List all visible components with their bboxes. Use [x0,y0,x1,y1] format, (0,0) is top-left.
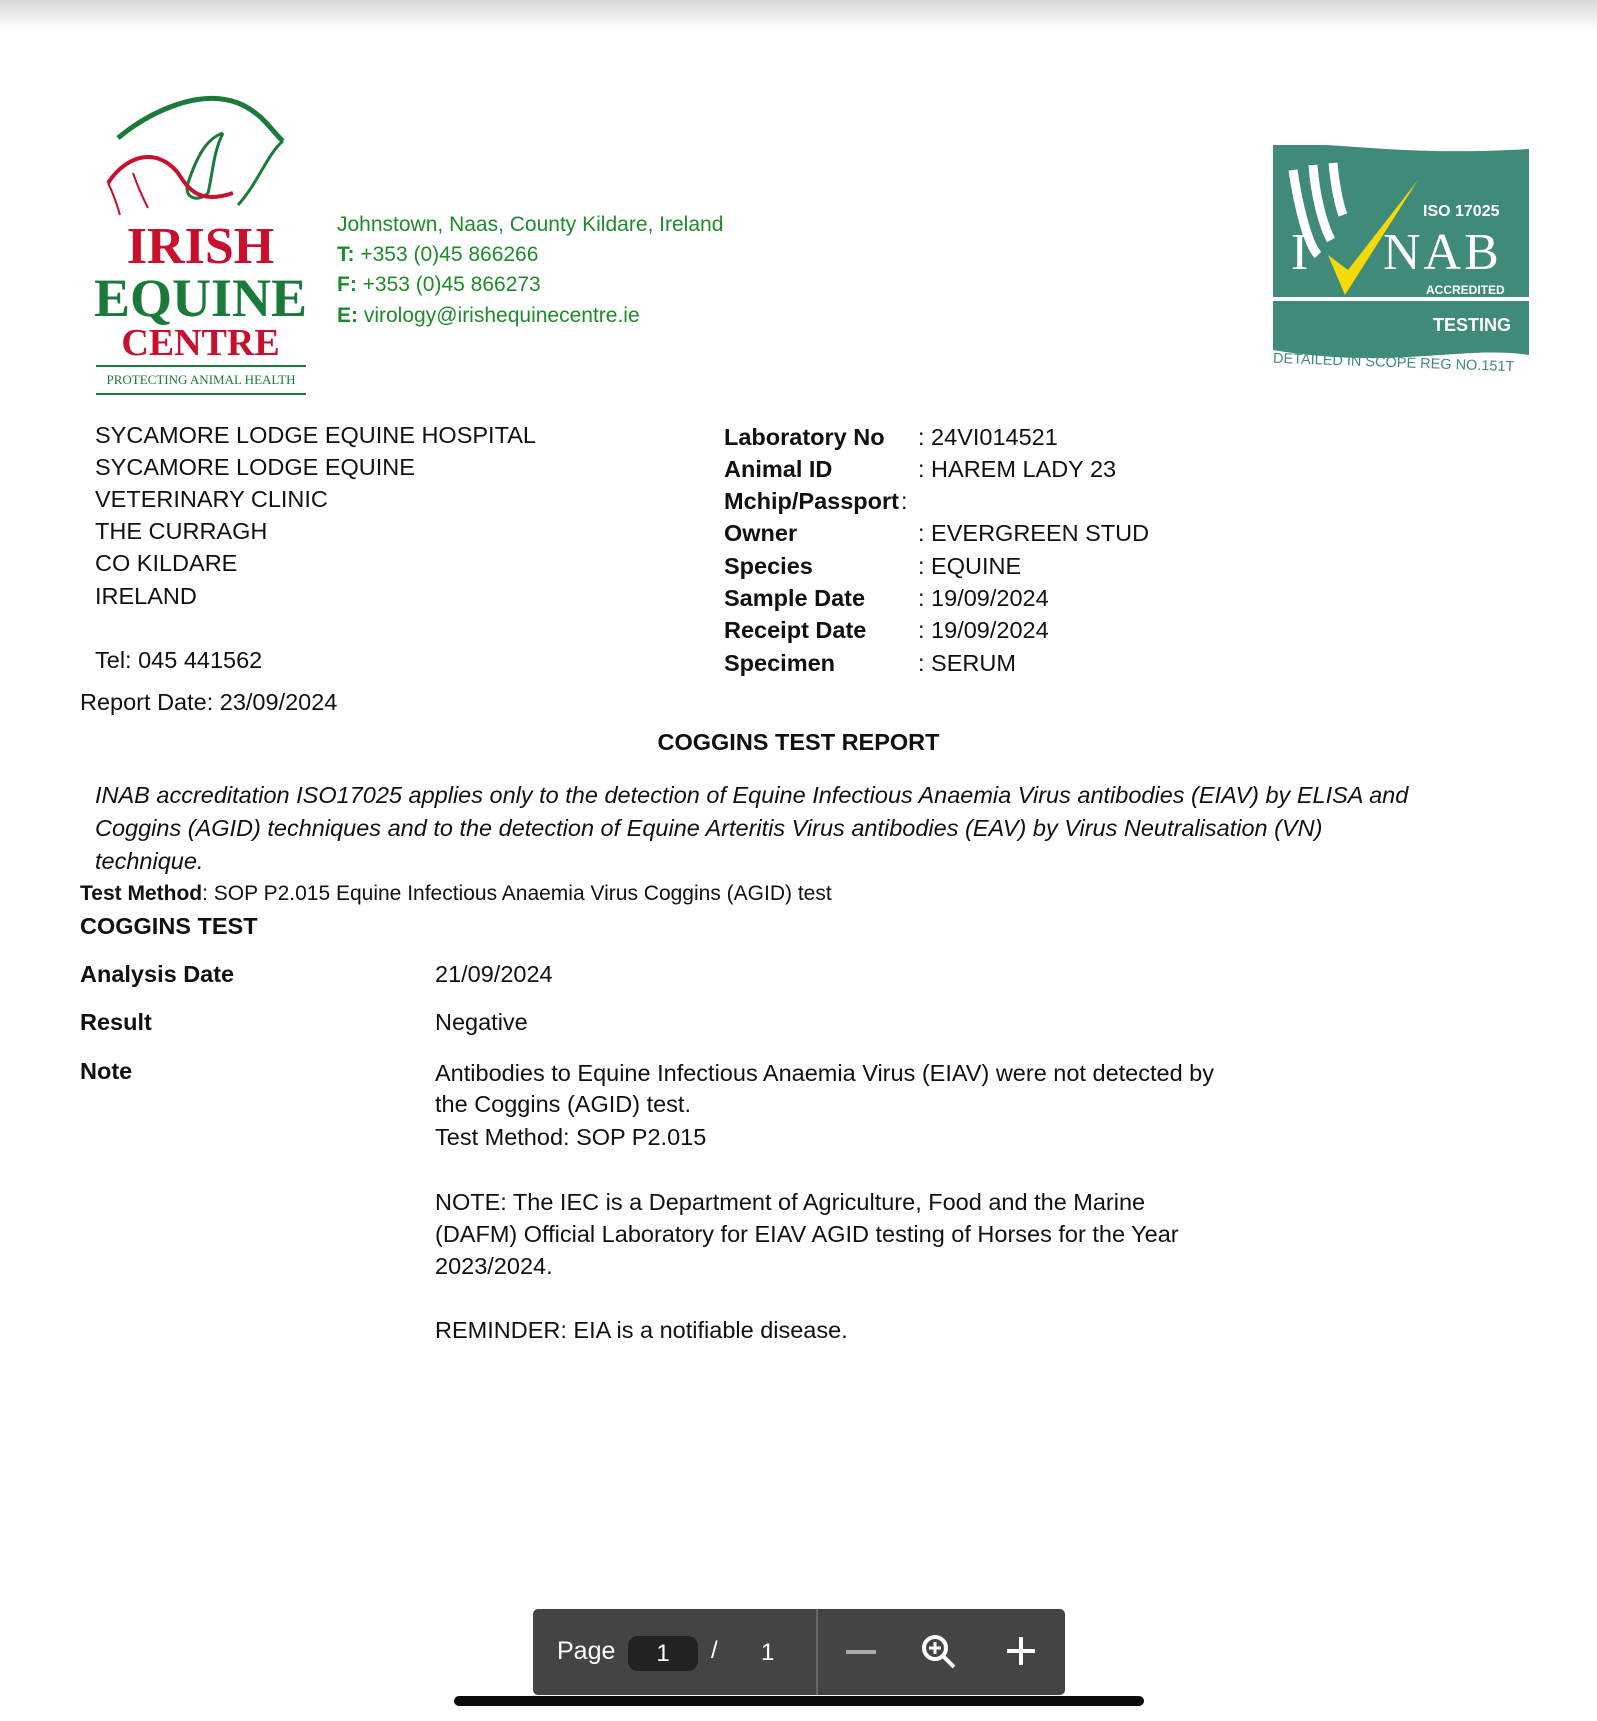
recipient-line: VETERINARY CLINIC [95,486,328,512]
recipient-tel: Tel: 045 441562 [95,647,263,673]
irish-equine-centre-logo [88,93,313,395]
page-total: 1 [761,1639,775,1666]
note-line: the Coggins (AGID) test. [435,1091,691,1117]
inab-accredited: ACCREDITED [1426,283,1505,297]
logo-irish: IRISH [126,218,275,275]
accreditation-statement: INAB accreditation ISO17025 applies only to the detection of Equine Infectious Anaemia Virus antibodies (EIAV) by ELISA and Coggins (AGID) techniques and to the detection of Equine Arteritis Virus antibodies (EAV) by Virus Neutralisation (VN) technique. [95,782,1409,874]
logo-equine: EQUINE [93,268,308,328]
note-line: REMINDER: EIA is a notifiable disease. [435,1317,848,1343]
recipient-line: SYCAMORE LODGE EQUINE [95,454,415,480]
home-indicator[interactable] [454,1696,1144,1706]
detail-value: : HAREM LADY 23 [918,456,1117,482]
detail-value: : 19/09/2024 [918,617,1049,643]
horse-logo-icon [88,93,313,223]
analysis-date-value: 21/09/2024 [435,961,553,987]
detail-value: : [901,488,908,514]
result-value: Negative [435,1009,528,1035]
page-number-input[interactable]: 1 [628,1636,698,1671]
phone-value: +353 (0)45 866266 [360,243,539,266]
detail-value: : 24VI014521 [918,424,1058,450]
top-shadow [0,0,1597,30]
minus-icon [846,1650,876,1654]
detail-label: Species [724,553,813,579]
inab-i: I [1291,224,1309,281]
fax-label: F: [337,273,357,296]
zoom-in-icon[interactable] [1005,1635,1037,1667]
contact-fax [337,272,541,298]
page-separator: / [711,1637,718,1664]
detail-value: : EQUINE [918,553,1022,579]
detail-label: Mchip/Passport [724,488,899,514]
result-label: Result [80,1009,152,1035]
note-line: 2023/2024. [435,1253,553,1279]
zoom-out-button[interactable] [846,1639,876,1665]
detail-label: Sample Date [724,585,866,611]
phone-label: T: [337,243,355,266]
logo-centre: CENTRE [121,322,280,364]
detail-label: Receipt Date [724,617,867,643]
recipient-line: THE CURRAGH [95,518,268,544]
note-line: NOTE: The IEC is a Department of Agriculture, Food and the Marine [435,1189,1146,1215]
page-label: Page [557,1637,616,1665]
note-line: Test Method: SOP P2.015 [435,1124,707,1150]
recipient-line: CO KILDARE [95,550,238,576]
email-label: E: [337,304,358,327]
note-line: Antibodies to Equine Infectious Anaemia Virus (EIAV) were not detected by [435,1060,1214,1086]
contact-phone [337,242,538,268]
detail-label: Specimen [724,650,836,676]
inab-iso: ISO 17025 [1423,203,1500,220]
report-date: Report Date: 23/09/2024 [80,689,338,715]
detail-value: : SERUM [918,650,1016,676]
zoom-reset-icon[interactable] [920,1633,958,1671]
inab-testing: TESTING [1433,315,1512,335]
logo-tagline: PROTECTING ANIMAL HEALTH [96,365,306,395]
detail-value: : 19/09/2024 [918,585,1049,611]
detail-label: Owner [724,520,798,546]
test-method-value: : SOP P2.015 Equine Infectious Anaemia Virus Coggins (AGID) test [202,882,832,905]
section-heading: COGGINS TEST [80,913,258,939]
note-line: (DAFM) Official Laboratory for EIAV AGID testing of Horses for the Year [435,1221,1179,1247]
contact-address: Johnstown, Naas, County Kildare, Ireland [337,213,724,236]
test-method-label: Test Method [80,882,203,905]
email-value: virology@irishequinecentre.ie [363,304,640,327]
inab-name: NAB [1383,224,1502,281]
report-title: COGGINS TEST REPORT [657,729,940,755]
detail-label: Animal ID [724,456,833,482]
inab-accreditation-logo [1273,145,1529,381]
detail-label: Laboratory No [724,424,885,450]
fax-value: +353 (0)45 866273 [362,273,541,296]
pdf-toolbar [533,1609,1065,1695]
test-method [80,881,832,907]
recipient-line: SYCAMORE LODGE EQUINE HOSPITAL [95,422,536,448]
detail-value: : EVERGREEN STUD [918,520,1150,546]
recipient-line: IRELAND [95,583,197,609]
contact-email [337,303,640,329]
inab-scope: DETAILED IN SCOPE REG NO.151T [1272,350,1515,376]
analysis-date-label: Analysis Date [80,961,235,987]
toolbar-divider [816,1609,818,1695]
note-label: Note [80,1058,133,1084]
